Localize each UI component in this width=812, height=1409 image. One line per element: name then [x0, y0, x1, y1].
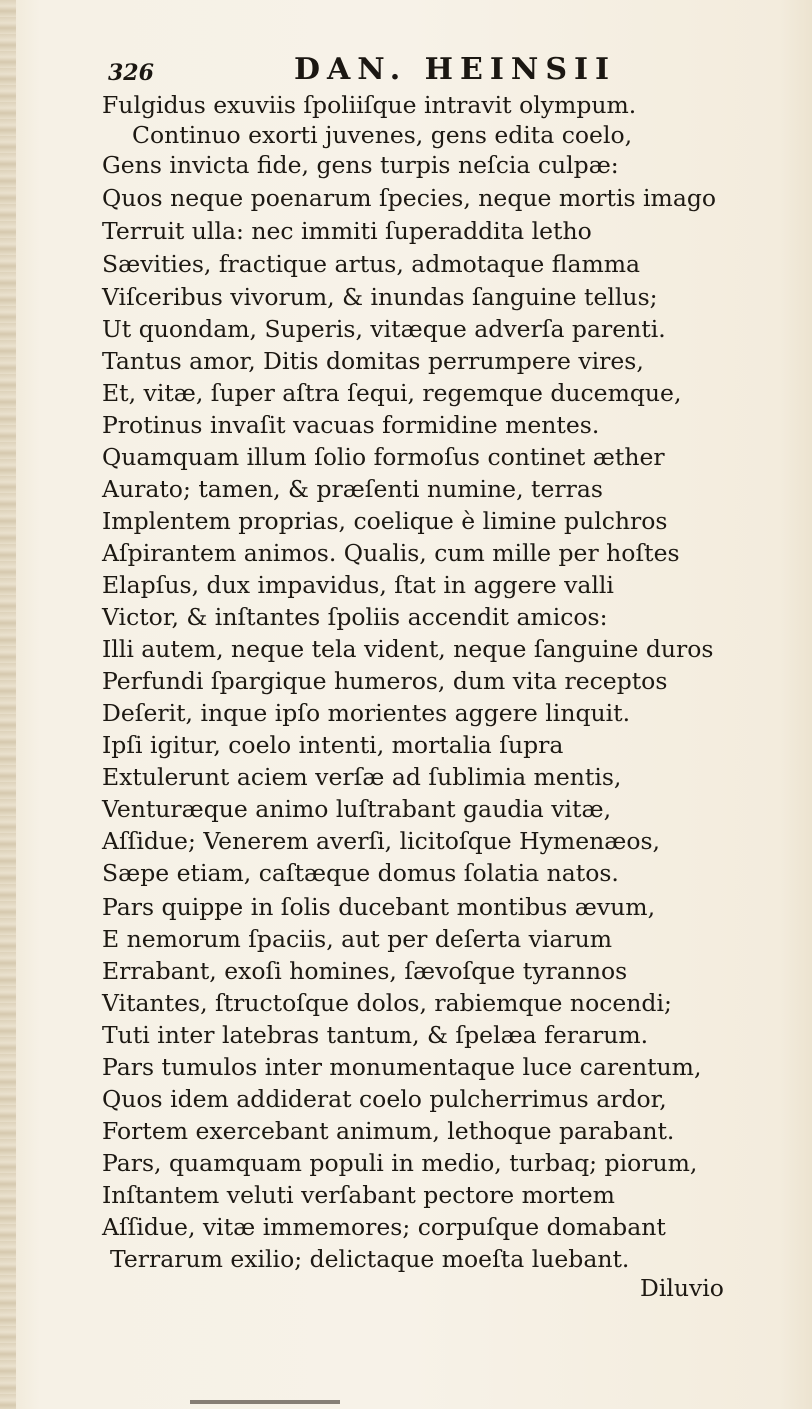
verse-line: Sæpe etiam, caſtæque domus ſolatia natos. — [102, 859, 619, 887]
verse-line: Deſerit, inque ipſo morientes aggere linquit. — [102, 699, 631, 727]
verse-line: Perfundi ſpargique humeros, dum vita receptos — [102, 667, 668, 695]
verse-line: Errabant, exoſi homines, ſævoſque tyrannos — [102, 957, 628, 985]
verse-line: Tuti inter latebras tantum, & ſpelæa ferarum. — [102, 1021, 649, 1049]
verse-line: Implentem proprias, coelique è limine pulchros — [102, 507, 668, 535]
verse-line: Pars tumulos inter monumentaque luce carentum, — [102, 1053, 702, 1081]
verse-line: Extulerunt aciem verſæ ad ſublimia mentis, — [102, 763, 622, 791]
verse-line: Tantus amor, Ditis domitas perrumpere vires, — [102, 347, 644, 375]
verse-line: Pars, quamquam populi in medio, turbaq; piorum, — [102, 1149, 698, 1177]
running-head: DAN. HEINSII — [294, 52, 617, 87]
verse-line: Quamquam illum ſolio formoſus continet æther — [102, 443, 665, 471]
verse-line: Fulgidus exuviis ſpoliiſque intravit olympum. — [102, 91, 637, 119]
verse-line: Quos neque poenarum ſpecies, neque mortis imago — [102, 184, 717, 212]
verse-line: Viſceribus vivorum, & inundas ſanguine tellus; — [102, 283, 658, 311]
page-number: 326 — [108, 60, 154, 86]
verse-line: Protinus invaſit vacuas formidine mentes. — [102, 411, 600, 439]
verse-line: Terruit ulla: nec immiti ſuperaddita letho — [102, 217, 592, 245]
verse-line: Elapſus, dux impavidus, ſtat in aggere valli — [102, 571, 614, 599]
verse-line: Terrarum exilio; delictaque moeſta luebant. — [110, 1245, 630, 1273]
verse-line: Et, vitæ, ſuper aſtra ſequi, regemque ducemque, — [102, 379, 682, 407]
verse-line: Aſpirantem animos. Qualis, cum mille per hoſtes — [102, 539, 680, 567]
verse-line: Aurato; tamen, & præſenti numine, terras — [102, 475, 603, 503]
verse-line: Pars quippe in ſolis ducebant montibus ævum, — [102, 893, 656, 921]
verse-line: Inſtantem veluti verſabant pectore mortem — [102, 1181, 615, 1209]
verse-line: Aſſidue, vitæ immemores; corpuſque domabant — [102, 1213, 666, 1241]
verse-line: Venturæque animo luſtrabant gaudia vitæ, — [102, 795, 612, 823]
verse-line: Vitantes, ſtructoſque dolos, rabiemque nocendi; — [102, 989, 672, 1017]
verse-line: Ut quondam, Superis, vitæque adverſa parenti. — [102, 315, 666, 343]
verse-line: Gens invicta fide, gens turpis neſcia culpæ: — [102, 151, 619, 179]
verse-line: Fortem exercebant animum, lethoque parabant. — [102, 1117, 675, 1145]
bottom-rule — [190, 1400, 340, 1404]
catchword: Diluvio — [640, 1274, 724, 1302]
verse-line: Quos idem addiderat coelo pulcherrimus ardor, — [102, 1085, 667, 1113]
verse-line: Aſſidue; Venerem averſi, licitoſque Hymenæos, — [102, 827, 661, 855]
verse-text-block — [0, 90, 812, 1350]
verse-line: Illi autem, neque tela vident, neque ſanguine duros — [102, 635, 714, 663]
verse-line: Sævities, fractique artus, admotaque flamma — [102, 250, 641, 278]
verse-line: Victor, & inſtantes ſpoliis accendit amicos: — [102, 603, 608, 631]
verse-line: Ipſi igitur, coelo intenti, mortalia ſupra — [102, 731, 564, 759]
verse-line: Continuo exorti juvenes, gens edita coelo, — [132, 121, 633, 149]
verse-line: E nemorum ſpaciis, aut per deſerta viarum — [102, 925, 613, 953]
